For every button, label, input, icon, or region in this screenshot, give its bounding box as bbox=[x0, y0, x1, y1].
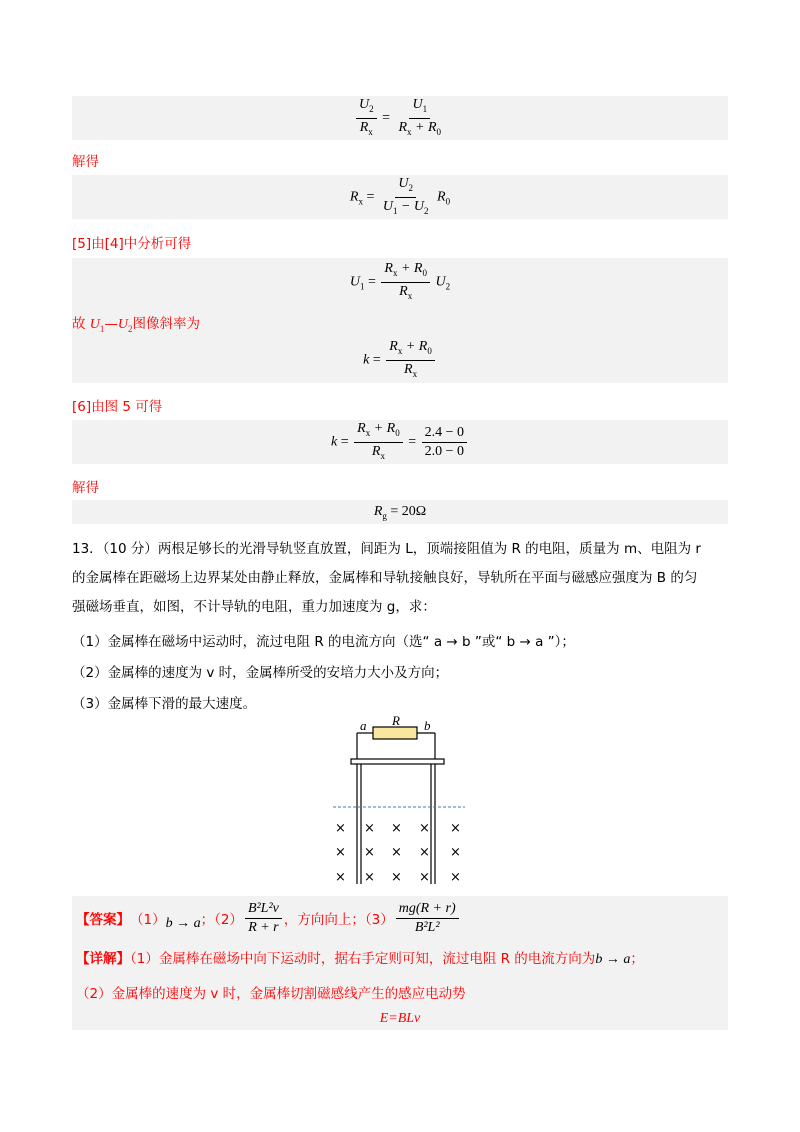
equation-1: $\frac{U_2}{R_x}$ = $\frac{U_1}{R_x + R_0}$ bbox=[72, 96, 728, 140]
field-cross: × bbox=[364, 870, 375, 885]
detail-equation: E=BLv bbox=[379, 1011, 421, 1026]
question-13-item-2: （2）金属棒的速度为 v 时，金属棒所受的安培力大小及方向； bbox=[72, 665, 449, 681]
field-cross: × bbox=[450, 821, 461, 836]
rail-circuit-figure bbox=[325, 712, 475, 887]
question-13-line-1: 13．（10 分）两根足够长的光滑导轨竖直放置，间距为 L，顶端接阻值为 R 的电阻，质量为 m、电阻为 r bbox=[72, 541, 701, 557]
equation-5: k = $\frac{R_x + R_0}{R_x}$ = $\frac{2.4 - 0}{2.0 - 0}$ bbox=[72, 420, 728, 464]
field-cross: × bbox=[335, 845, 346, 860]
detail-line-2: （2）金属棒的速度为 v 时，金属棒切割磁感线产生的感应电动势 bbox=[76, 986, 466, 1002]
question-13-line-3: 强磁场垂直，如图，不计导轨的电阻，重力加速度为 g，求： bbox=[72, 599, 436, 615]
equation-3: $U_1$ = $\frac{R_x + R_0}{R_x}$ $U_2$ bbox=[349, 260, 451, 301]
question-13-line-2: 的金属棒在距磁场上边界某处由静止释放，金属棒和导轨接触良好，导轨所在平面与磁感应强度为 B 的匀 bbox=[72, 570, 698, 586]
equation-2: $R_x$ = $\frac{U_2}{U_1 - U_2}$ $R_0$ bbox=[349, 175, 451, 216]
field-cross: × bbox=[419, 845, 430, 860]
field-cross: × bbox=[335, 821, 346, 836]
label-jiede-1: 解得 bbox=[72, 154, 99, 170]
field-cross: × bbox=[391, 845, 402, 860]
label-R: R bbox=[392, 713, 400, 728]
metal-rod bbox=[351, 759, 444, 764]
field-cross: × bbox=[391, 870, 402, 885]
resistor bbox=[373, 727, 417, 739]
field-cross: × bbox=[364, 821, 375, 836]
field-cross: × bbox=[335, 870, 346, 885]
field-cross: × bbox=[450, 845, 461, 860]
equation-4: k = $\frac{R_x + R_0}{R_x}$ bbox=[72, 338, 728, 382]
field-cross: × bbox=[364, 845, 375, 860]
field-cross: × bbox=[419, 821, 430, 836]
equation-6: $R_g = 20\Omega$ bbox=[373, 503, 427, 521]
field-cross: × bbox=[419, 870, 430, 885]
label-step-6: [6]由图 5 可得 bbox=[72, 399, 163, 415]
question-13-item-1: （1）金属棒在磁场中运动时，流过电阻 R 的电流方向（选“ a → b ”或“ b → a ”）； bbox=[72, 634, 575, 650]
question-13-item-3: （3）金属棒下滑的最大速度。 bbox=[72, 696, 257, 712]
label-step-5: [5]由[4]中分析可得 bbox=[72, 236, 192, 252]
detail-line-1: 【详解】（1）金属棒在磁场中向下运动时，据右手定则可知，流过电阻 R 的电流方向为b → a； bbox=[76, 951, 644, 967]
answer-line: 【答案】 （1） b → a ；（2） $\frac{\text{B²L²v}}{R + r}$ ，方向向上；（3） $\frac{mg(R + r)}{\text{B²L²}}$ bbox=[76, 900, 461, 936]
label-a: a bbox=[360, 718, 367, 733]
label-b: b bbox=[424, 718, 431, 733]
magnetic-field-crosses bbox=[335, 821, 461, 885]
label-jiede-2: 解得 bbox=[72, 480, 99, 496]
field-cross: × bbox=[391, 821, 402, 836]
label-slope: 故 $U_1—U_2$图像斜率为 bbox=[72, 316, 201, 334]
field-cross: × bbox=[450, 870, 461, 885]
